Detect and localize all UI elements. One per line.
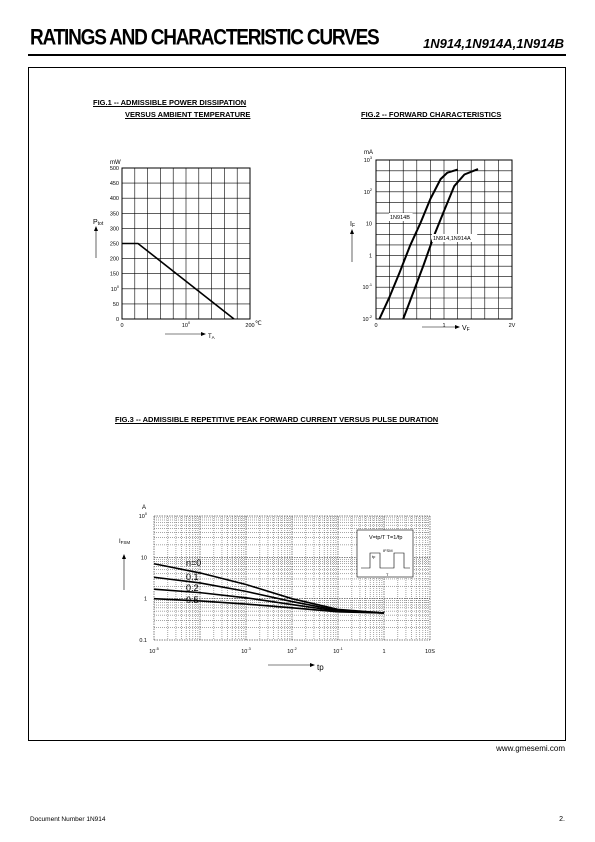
website: www.gmesemi.com (496, 744, 565, 753)
fig2-x-arrowhead (455, 325, 460, 329)
page-number: 2. (559, 816, 565, 823)
fig2-x-tick-label: 2V (508, 323, 516, 329)
fig2-y-tick-label: $10^{-2}$ (362, 315, 372, 323)
fig2-y-tick-label: $10^2$ (363, 187, 372, 196)
fig3-series-label: 0.5 (186, 595, 199, 605)
fig2-y-tick-label: $10^{-1}$ (362, 283, 372, 292)
fig3-y-tick-label: 1 (143, 596, 147, 603)
fig2-y-unit: mA (364, 150, 373, 156)
fig2-x-tick-label: 0 (374, 323, 378, 329)
fig2-chart (350, 150, 516, 333)
fig3-x-tick-label: 10S (425, 649, 435, 655)
fig1-y-tick-label: 250 (109, 241, 119, 248)
fig3-x-arrowhead (310, 663, 315, 667)
fig1-y-tick-label: 300 (109, 226, 119, 233)
fig3-series-label: 0.1 (186, 572, 199, 582)
fig1-y-unit: mW (110, 160, 121, 166)
fig1-x-tick-label: $10^0$ (181, 321, 191, 329)
fig1-y-tick-label: 150 (109, 271, 119, 278)
fig3-title: FIG.3 -- ADMISSIBLE REPETITIVE PEAK FORWARD CURRENT VERSUS PULSE DURATION (115, 415, 439, 424)
fig3-series-label: n=0 (186, 558, 202, 568)
fig2-series-label: 1N914,1N914A (433, 236, 471, 242)
fig3-x-tick-label: $10^{-2}$ (287, 647, 297, 655)
fig1-x-tick-label: 200 (245, 323, 255, 329)
fig1-y-tick-label: 200 (109, 256, 119, 263)
fig3-x-tick-label: $10^{-1}$ (333, 647, 343, 655)
fig3-inset (357, 530, 413, 577)
fig3-x-label: tp (317, 663, 324, 672)
fig2-y-tick-label: $10^3$ (363, 156, 372, 164)
fig1-y-tick-label: 50 (112, 301, 119, 308)
fig2-x-label: VF (462, 325, 470, 333)
document-number: Document Number 1N914 (30, 816, 106, 823)
fig1-y-tick-label: 500 (109, 166, 119, 172)
fig1-y-tick-label: $10^0$ (110, 284, 119, 293)
fig3-y-tick-label: $10^0$ (138, 512, 147, 520)
fig1-title-line1: FIG.1 -- ADMISSIBLE POWER DISSIPATION (93, 98, 247, 107)
fig3-chart (119, 505, 435, 672)
fig1-x-tick-label: 0 (120, 323, 124, 329)
fig2-title: FIG.2 -- FORWARD CHARACTERISTICS (361, 110, 502, 119)
fig1-chart (93, 160, 262, 340)
fig1-y-tick-label: 0 (115, 317, 119, 323)
fig3-x-tick-label: $10^{-5}$ (149, 647, 159, 655)
fig3-y-unit: A (142, 505, 147, 511)
fig3-y-tick-label: 10 (140, 555, 147, 562)
fig3-y-tick-label: 0.1 (139, 638, 147, 644)
fig2-y-tick-label: 10 (365, 221, 372, 228)
fig1-x-arrowhead (201, 332, 206, 336)
fig3-series-label: 0.2 (186, 583, 199, 593)
fig2-y-label: IF (350, 221, 356, 229)
fig3-y-arrowhead (122, 554, 126, 559)
fig3-inset-formula: V=tp/T T=1/fp (369, 535, 403, 541)
fig1-y-label: Ptot (93, 219, 104, 227)
fig1-y-tick-label: 400 (109, 196, 119, 203)
fig3-y-label: IFSM (119, 539, 131, 545)
fig2-x-tick-label: 1 (442, 323, 446, 329)
fig3-inset-label: tp (372, 554, 376, 559)
fig3-x-tick-label: $10^{-3}$ (241, 647, 251, 655)
fig1-title-line2: VERSUS AMBIENT TEMPERATURE (125, 110, 251, 119)
fig3-x-tick-label: 1 (382, 649, 386, 655)
fig2-series-label: 1N914B (390, 215, 410, 221)
fig1-y-tick-label: 450 (109, 181, 119, 188)
fig1-series-line (122, 244, 234, 320)
part-numbers: 1N914,1N914A,1N914B (423, 36, 564, 51)
fig3-inset-label: IFSM (383, 548, 393, 553)
fig2-y-arrowhead (350, 229, 354, 234)
fig3-inset-label: T (386, 572, 389, 577)
fig1-x-label: TA (208, 334, 215, 340)
page-title: RATINGS AND CHARACTERISTIC CURVES (30, 26, 379, 51)
fig1-y-tick-label: 350 (109, 211, 119, 218)
fig2-y-tick-label: 1 (368, 253, 372, 260)
fig1-x-unit: ℃ (255, 321, 262, 327)
